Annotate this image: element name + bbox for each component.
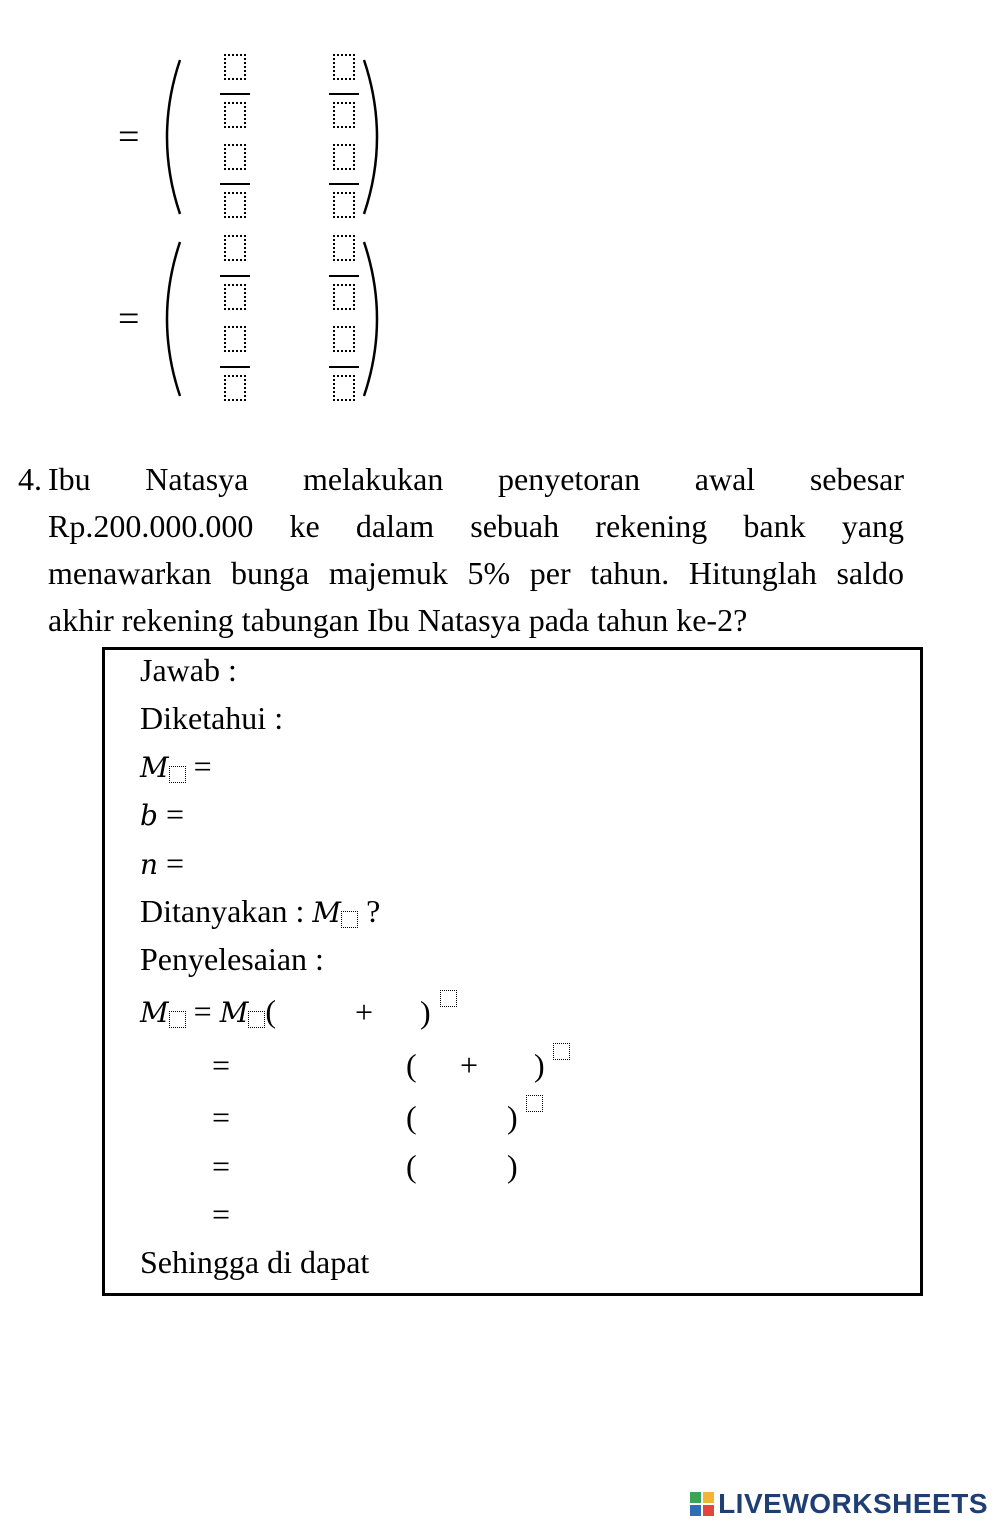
close-paren: ): [534, 1047, 545, 1083]
penyelesaian-label: Penyelesaian :: [140, 941, 324, 977]
sehingga-label: Sehingga di dapat: [140, 1244, 370, 1280]
input-box[interactable]: [224, 54, 246, 80]
open-paren: (: [406, 1099, 417, 1135]
equals-sign: =: [212, 1148, 231, 1184]
open-paren: (: [265, 993, 277, 1029]
right-parenthesis-icon: [360, 238, 394, 400]
var-M: M: [140, 996, 169, 1029]
equals-sign: =: [193, 993, 212, 1029]
input-box[interactable]: [224, 192, 246, 218]
equals-sign: =: [212, 1099, 231, 1135]
input-box[interactable]: [224, 102, 246, 128]
ditanyakan-row: [140, 891, 380, 933]
problem-line: akhir rekening tabungan Ibu Natasya pada tahun ke-2?: [48, 602, 748, 638]
exponent-box[interactable]: [526, 1095, 543, 1112]
var-M: M: [140, 751, 169, 784]
input-box[interactable]: [333, 102, 355, 128]
input-box[interactable]: [333, 284, 355, 310]
left-parenthesis-icon: [150, 238, 184, 400]
input-box[interactable]: [224, 326, 246, 352]
equals-sign: =: [212, 1047, 231, 1083]
logo-grid-icon: [690, 1492, 714, 1516]
equals-sign: =: [212, 1196, 231, 1232]
input-box[interactable]: [224, 375, 246, 401]
subscript-box[interactable]: [169, 1011, 186, 1028]
problem-line: menawarkan bunga majemuk 5% per tahun. Hitunglah saldo: [48, 555, 904, 591]
close-paren: ): [420, 994, 431, 1030]
open-paren: (: [406, 1047, 417, 1083]
equals-sign: =: [193, 748, 212, 784]
fraction-bar: [220, 366, 250, 368]
plus-sign: +: [355, 994, 374, 1030]
problem-number: 4.: [18, 461, 42, 497]
var-b: b: [140, 799, 158, 832]
known-b-row: [140, 794, 184, 836]
left-parenthesis-icon: [150, 56, 184, 218]
logo-text: LIVEWORKSHEETS: [718, 1488, 988, 1519]
fraction-bar: [220, 183, 250, 185]
exponent-box[interactable]: [553, 1043, 570, 1060]
equals-sign: =: [118, 298, 140, 340]
fraction-bar: [220, 93, 250, 95]
subscript-box[interactable]: [341, 911, 358, 928]
liveworksheets-logo: [690, 1488, 988, 1520]
fraction-bar: [329, 366, 359, 368]
fraction-bar: [329, 93, 359, 95]
input-box[interactable]: [333, 144, 355, 170]
ditanyakan-label: Ditanyakan :: [140, 893, 305, 929]
var-M: M: [312, 896, 342, 929]
open-paren: (: [406, 1148, 417, 1184]
known-n-row: [140, 843, 184, 885]
question-mark: ?: [366, 893, 381, 929]
equals-sign: =: [118, 116, 140, 158]
input-box[interactable]: [224, 144, 246, 170]
input-box[interactable]: [333, 375, 355, 401]
problem-line: Ibu Natasya melakukan penyetoran awal sebesar: [48, 461, 904, 497]
close-paren: ): [507, 1099, 518, 1135]
fraction-bar: [220, 275, 250, 277]
subscript-box[interactable]: [248, 1011, 265, 1028]
subscript-box[interactable]: [169, 766, 186, 783]
plus-sign: +: [460, 1047, 479, 1083]
input-box[interactable]: [333, 235, 355, 261]
exponent-box[interactable]: [440, 990, 457, 1007]
var-n: n: [140, 848, 159, 881]
close-paren: ): [507, 1148, 518, 1184]
equals-sign: =: [165, 796, 184, 832]
input-box[interactable]: [333, 54, 355, 80]
input-box[interactable]: [224, 235, 246, 261]
fraction-bar: [329, 275, 359, 277]
right-parenthesis-icon: [360, 56, 394, 218]
equals-sign: =: [166, 845, 185, 881]
input-box[interactable]: [333, 326, 355, 352]
fraction-bar: [329, 183, 359, 185]
known-M0-row: [140, 746, 212, 788]
var-M: M: [219, 996, 249, 1029]
problem-line: Rp.200.000.000 ke dalam sebuah rekening bank yang: [48, 508, 904, 544]
input-box[interactable]: [224, 284, 246, 310]
diketahui-label: Diketahui :: [140, 700, 284, 736]
input-box[interactable]: [333, 192, 355, 218]
jawab-label: Jawab :: [140, 652, 237, 688]
formula-row: [140, 991, 276, 1033]
